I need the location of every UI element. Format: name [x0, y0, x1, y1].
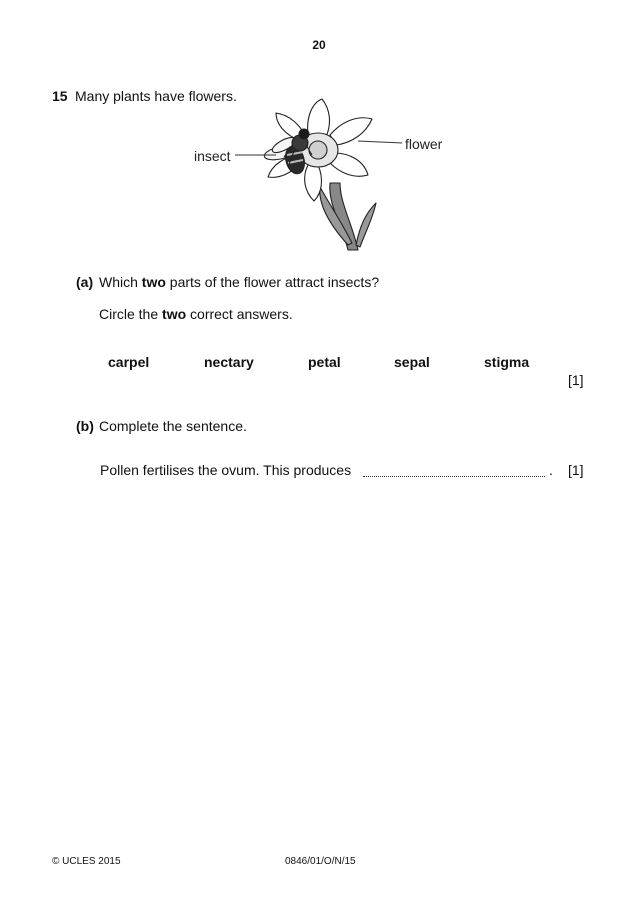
insect-label: insect: [194, 148, 231, 164]
option-carpel[interactable]: carpel: [108, 354, 150, 370]
option-sepal[interactable]: sepal: [394, 354, 430, 370]
question-stem: Many plants have flowers.: [75, 88, 237, 104]
insect-head: [299, 129, 309, 139]
part-b-label: (b): [76, 418, 94, 434]
part-b-marks: [1]: [568, 462, 584, 478]
part-a-question: Which two parts of the flower attract insects?: [99, 274, 380, 290]
part-a-label: (a): [76, 274, 94, 290]
flower-petal-top: [308, 99, 330, 137]
flower-diagram: [180, 95, 450, 255]
question-number: 15: [52, 88, 68, 104]
flower-petal-bottom: [305, 165, 322, 201]
part-a-marks: [1]: [568, 372, 584, 388]
flower-label: flower: [405, 136, 443, 152]
footer-code: 0846/01/O/N/15: [285, 856, 356, 867]
part-b-sentence: Pollen fertilises the ovum. This produces: [100, 462, 352, 478]
answer-line[interactable]: [363, 476, 545, 477]
option-petal[interactable]: petal: [308, 354, 341, 370]
option-stigma[interactable]: stigma: [484, 354, 530, 370]
part-b-text: Complete the sentence.: [99, 418, 247, 434]
option-nectary[interactable]: nectary: [204, 354, 254, 370]
part-b-period: .: [549, 462, 553, 478]
flower-label-line: [358, 141, 402, 143]
footer-copyright: © UCLES 2015: [52, 856, 121, 867]
part-a-instruction: Circle the two correct answers.: [99, 306, 293, 322]
page-number: 20: [312, 38, 326, 52]
flower-leaf-right: [356, 203, 376, 247]
